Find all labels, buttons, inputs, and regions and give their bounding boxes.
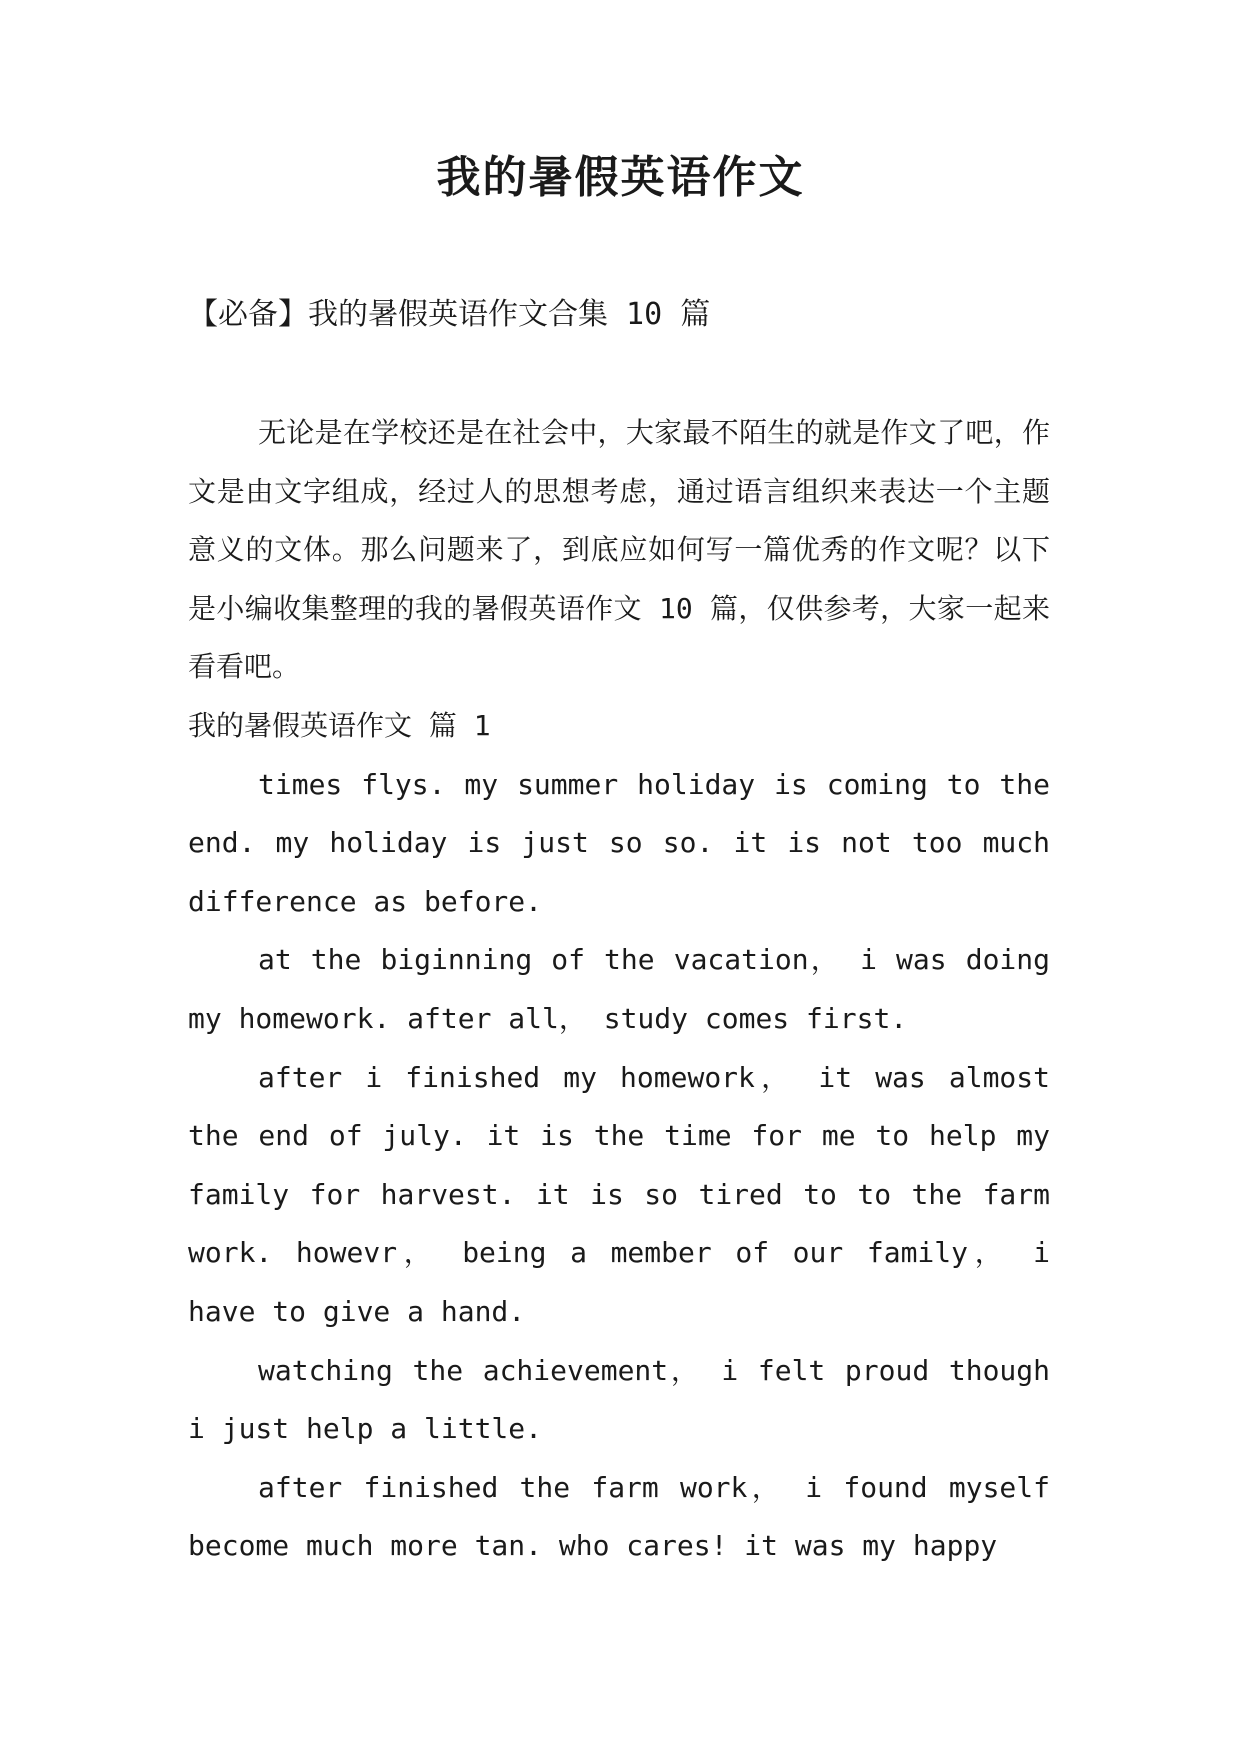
essay-paragraph: times flys. my summer holiday is coming to the end. my holiday is just so so. it is not too much difference as before. bbox=[188, 767, 1050, 918]
document-body bbox=[188, 404, 1050, 1576]
essay-paragraph: watching the achievement， i felt proud though i just help a little. bbox=[188, 1353, 1050, 1446]
essay-paragraph: after finished the farm work， i found myself become much more tan. who cares! it was my happy bbox=[188, 1470, 1050, 1563]
section-heading: 我的暑假英语作文 篇 1 bbox=[188, 708, 491, 742]
document-subtitle: 【必备】我的暑假英语作文合集 10 篇 bbox=[188, 297, 711, 332]
intro-paragraph: 无论是在学校还是在社会中，大家最不陌生的就是作文了吧，作文是由文字组成，经过人的思想考虑，通过语言组织来表达一个主题意义的文体。那么问题来了，到底应如何写一篇优秀的作文呢？以下是小编收集整理的我的暑假英语作文 10 篇，仅供参考，大家一起来看看吧。 bbox=[188, 416, 1050, 684]
essay-paragraph: at the biginning of the vacation， i was doing my homework. after all， study comes first. bbox=[188, 943, 1050, 1035]
document-title: 我的暑假英语作文 bbox=[436, 152, 805, 203]
essay-paragraph: after i finished my homework， it was almost the end of july. it is the time for me to help my family for harvest. it is so tired to to the farm work. howevr， being a member of our family， i have to give a hand. bbox=[188, 1060, 1050, 1328]
